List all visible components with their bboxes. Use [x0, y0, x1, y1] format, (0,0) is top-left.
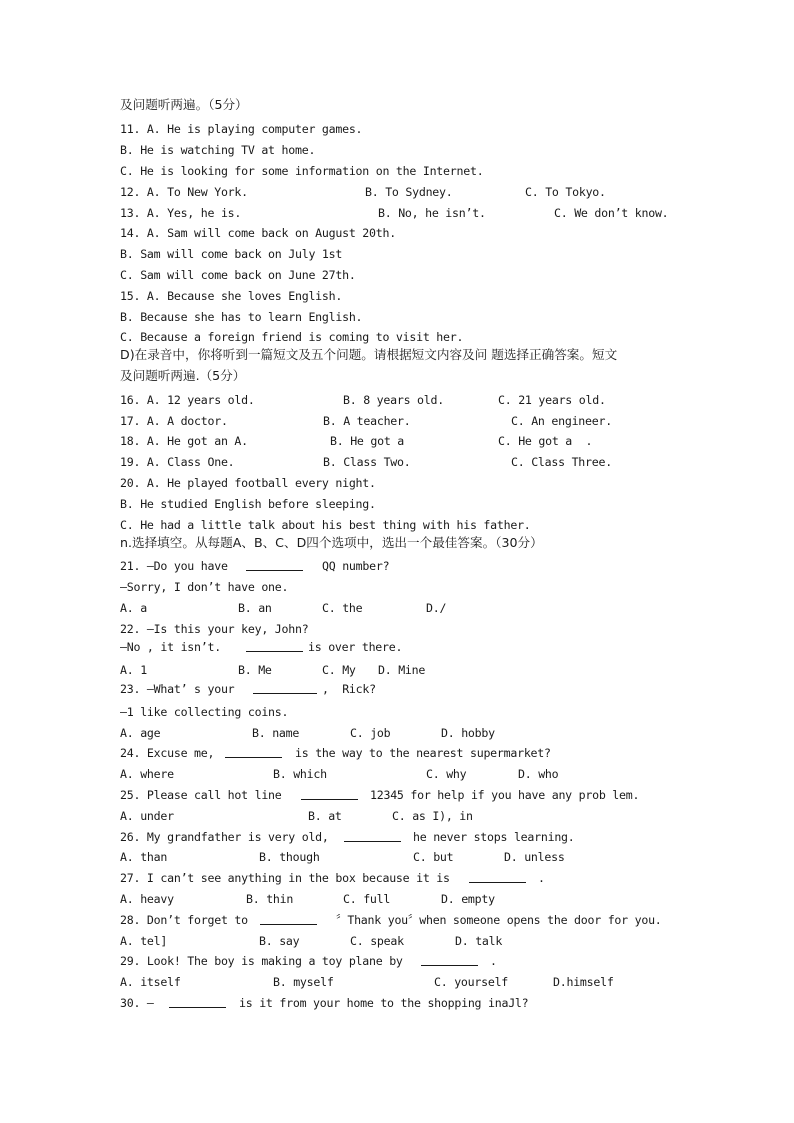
q22-option-b: B. Me [238, 663, 272, 677]
q28-stem-text-b: 〞Thank you〞when someone opens the door for you. [336, 913, 662, 927]
q28-option-b: B. say [259, 934, 300, 948]
q29-answer-blank[interactable] [421, 954, 478, 966]
q22-stem: 22. —Is this your key, John? [120, 622, 309, 636]
q30-answer-blank[interactable] [169, 996, 226, 1008]
q26-stem-text-a: 26. My grandfather is very old, [120, 830, 329, 844]
listening-instructions-tail: 及问题听两遍。（5分） [120, 97, 248, 112]
section-d-instructions-cont: 及问题听两遍.（5分） [120, 368, 246, 383]
q21-stem-text-b: QQ number? [322, 559, 390, 573]
q17-option-b: B. A teacher. [323, 414, 411, 428]
q21-option-a: A. a [120, 601, 147, 615]
q29-stem-text-b: . [490, 954, 497, 968]
q27-option-d: D. empty [441, 892, 495, 906]
q19-option-c: C. Class Three. [511, 455, 612, 469]
q28-option-d: D. talk [455, 934, 503, 948]
q13-option-b: B. No, he isn’t. [378, 206, 486, 220]
q18-option-a: 18. A. He got an A. [120, 434, 248, 448]
q26-answer-blank[interactable] [344, 830, 401, 842]
q14-option-b: B. Sam will come back on July 1st [120, 247, 343, 261]
q24-option-d: D. who [518, 767, 559, 781]
q29-option-b: B. myself [273, 975, 334, 989]
section-d-instructions: D)在录音中，你将听到一篇短文及五个问题。请根据短文内容及问 题选择正确答案。短文 [120, 347, 618, 362]
q27-stem-text-b: . [538, 871, 545, 885]
q25-stem-text-a: 25. Please call hot line [120, 788, 282, 802]
q25-stem-text-b: 12345 for help if you have any prob lem. [370, 788, 640, 802]
q26-option-b: B. though [259, 850, 320, 864]
q11-option-a: 11. A. He is playing computer games. [120, 122, 363, 136]
q29-option-c: C. yourself [434, 975, 509, 989]
q26-stem-text-b: he never stops learning. [413, 830, 575, 844]
q21-option-d: D./ [426, 601, 447, 615]
q27-answer-blank[interactable] [469, 871, 526, 883]
q11-option-b: B. He is watching TV at home. [120, 143, 316, 157]
q23-option-d: D. hobby [441, 726, 495, 740]
q24-option-c: C. why [426, 767, 467, 781]
q13-option-a: 13. A. Yes, he is. [120, 206, 242, 220]
q21-option-c: C. the [322, 601, 363, 615]
q16-option-a: 16. A. 12 years old. [120, 393, 255, 407]
q28-option-c: C. speak [350, 934, 404, 948]
q25-option-b: B. at [308, 809, 342, 823]
q17-option-a: 17. A. A doctor. [120, 414, 228, 428]
q24-option-b: B. which [273, 767, 327, 781]
q16-option-c: C. 21 years old. [498, 393, 606, 407]
q28-answer-blank[interactable] [260, 913, 317, 925]
q30-stem-text-a: 30. — [120, 996, 154, 1010]
q11-option-c: C. He is looking for some information on the Internet. [120, 164, 484, 178]
q25-option-a: A. under [120, 809, 174, 823]
q15-option-b: B. Because she has to learn English. [120, 310, 363, 324]
q29-stem-text-a: 29. Look! The boy is making a toy plane by [120, 954, 403, 968]
q19-option-b: B. Class Two. [323, 455, 411, 469]
q18-option-c: C. He got a . [498, 434, 593, 448]
q17-option-c: C. An engineer. [511, 414, 612, 428]
q14-option-c: C. Sam will come back on June 27th. [120, 268, 356, 282]
q30-stem [120, 996, 529, 1066]
q18-option-b: B. He got a [330, 434, 405, 448]
q20-option-b: B. He studied English before sleeping. [120, 497, 376, 511]
q23-option-a: A. age [120, 726, 161, 740]
q22-option-d: D. Mine [378, 663, 426, 677]
q20-option-c: C. He had a little talk about his best thing with his father. [120, 518, 531, 532]
q22-answer-blank[interactable] [246, 640, 303, 652]
q23-answer-blank[interactable] [253, 682, 317, 694]
q30-stem-text-b: is it from your home to the shopping inaJl? [239, 996, 529, 1010]
q22-option-a: A. 1 [120, 663, 147, 677]
q23-stem-text-b: , Rick? [322, 682, 376, 696]
q27-stem-text-a: 27. I can’t see anything in the box because it is [120, 871, 450, 885]
q27-option-b: B. thin [246, 892, 294, 906]
q27-option-a: A. heavy [120, 892, 174, 906]
q15-option-c: C. Because a foreign friend is coming to visit her. [120, 330, 464, 344]
q26-option-c: C. but [413, 850, 454, 864]
q23-option-c: C. job [350, 726, 391, 740]
q12-option-c: C. To Tokyo. [525, 185, 606, 199]
q25-answer-blank[interactable] [301, 788, 358, 800]
q12-option-b: B. To Sydney. [365, 185, 453, 199]
q29-option-d: D.himself [553, 975, 614, 989]
q23-stem-text-a: 23. —What’ s your [120, 682, 235, 696]
q25-option-c: C. as I), in [392, 809, 473, 823]
q24-stem-text-b: is the way to the nearest supermarket? [295, 746, 551, 760]
q21-reply: —Sorry, I don’t have one. [120, 580, 289, 594]
q29-option-a: A. itself [120, 975, 181, 989]
q26-option-a: A. than [120, 850, 168, 864]
q21-stem-text-a: 21. —Do you have [120, 559, 228, 573]
q12-option-a: 12. A. To New York. [120, 185, 248, 199]
q22-reply-text-b: is over there. [308, 640, 403, 654]
q14-option-a: 14. A. Sam will come back on August 20th. [120, 226, 396, 240]
q23-option-b: B. name [252, 726, 300, 740]
q24-option-a: A. where [120, 767, 174, 781]
q13-option-c: C. We don’t know. [554, 206, 669, 220]
q21-answer-blank[interactable] [246, 559, 303, 571]
q27-option-c: C. full [343, 892, 391, 906]
q23-reply: —1 like collecting coins. [120, 705, 289, 719]
q15-option-a: 15. A. Because she loves English. [120, 289, 343, 303]
q24-stem-text-a: 24. Excuse me, [120, 746, 215, 760]
q16-option-b: B. 8 years old. [343, 393, 444, 407]
q19-option-a: 19. A. Class One. [120, 455, 235, 469]
q28-option-a: A. tel] [120, 934, 168, 948]
q21-option-b: B. an [238, 601, 272, 615]
q28-stem-text-a: 28. Don’t forget to [120, 913, 248, 927]
q22-reply-text-a: —No , it isn’t. [120, 640, 221, 654]
q22-option-c: C. My [322, 663, 356, 677]
q26-option-d: D. unless [504, 850, 565, 864]
q24-answer-blank[interactable] [225, 746, 282, 758]
section-n-title: n.选择填空。从每题A、B、C、D四个选项中，选出一个最佳答案。（30分） [120, 535, 543, 550]
q20-option-a: 20. A. He played football every night. [120, 476, 376, 490]
